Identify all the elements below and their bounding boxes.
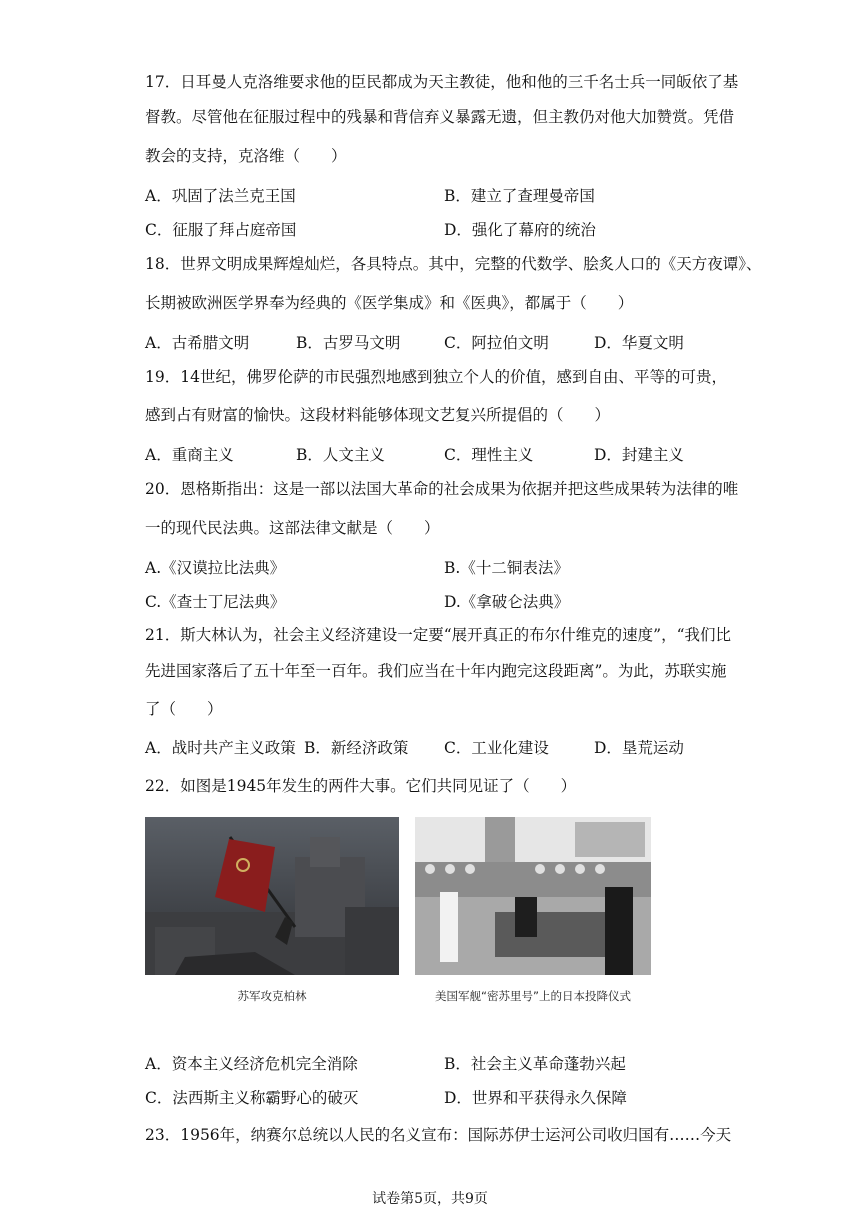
- q18-option-b: B．古罗马文明: [296, 334, 401, 352]
- q17-option-c: C．征服了拜占庭帝国: [145, 221, 297, 239]
- q22-option-b: B．社会主义革命蓬勃兴起: [444, 1055, 626, 1073]
- q17-option-a: A．巩固了法兰克王国: [145, 187, 296, 205]
- caption-surrender-ceremony: 美国军舰“密苏里号”上的日本投降仪式: [435, 989, 631, 1003]
- q19-option-d: D．封建主义: [594, 446, 684, 464]
- q22-option-c: C．法西斯主义称霸野心的破灭: [145, 1089, 359, 1107]
- q21-stem-line-1: 21．斯大林认为，社会主义经济建设一定要“展开真正的布尔什维克的速度”，“我们比: [145, 626, 731, 644]
- q20-stem-line-2: 一的现代民法典。这部法律文献是（ ）: [145, 519, 440, 537]
- q17-stem-line-2: 督教。尽管他在征服过程中的残暴和背信弃义暴露无遗，但主教仍对他大加赞赏。凭借: [145, 108, 735, 126]
- q22-option-d: D．世界和平获得永久保障: [444, 1089, 627, 1107]
- q19-option-c: C．理性主义: [444, 446, 534, 464]
- q17-stem-line-3: 教会的支持，克洛维（ ）: [145, 147, 347, 165]
- q18-stem-line-1: 18．世界文明成果辉煌灿烂，各具特点。其中，完整的代数学、脍炙人口的《天方夜谭》、: [145, 255, 762, 273]
- q20-option-b: B.《十二铜表法》: [444, 559, 569, 577]
- q21-option-d: D．垦荒运动: [594, 739, 684, 757]
- q23-stem-line-1: 23．1956年，纳赛尔总统以人民的名义宣布：国际苏伊士运河公司收归国有……今天: [145, 1126, 732, 1144]
- q20-option-a: A.《汉谟拉比法典》: [145, 559, 286, 577]
- q21-option-a: A．战时共产主义政策: [145, 739, 296, 757]
- q18-stem-line-2: 长期被欧洲医学界奉为经典的《医学集成》和《医典》，都属于（ ）: [145, 294, 634, 312]
- berlin-photo: [145, 817, 399, 975]
- q21-stem-line-2: 先进国家落后了五十年至一百年。我们应当在十年内跑完这段距离”。为此，苏联实施: [145, 662, 727, 680]
- q20-option-d: D.《拿破仑法典》: [444, 593, 570, 611]
- q22-option-a: A．资本主义经济危机完全消除: [145, 1055, 358, 1073]
- page-footer: 试卷第5页，共9页: [372, 1191, 488, 1207]
- q18-option-a: A．古希腊文明: [145, 334, 250, 352]
- q20-stem-line-1: 20．恩格斯指出：这是一部以法国大革命的社会成果为依据并把这些成果转为法律的唯: [145, 480, 739, 498]
- q19-stem-line-2: 感到占有财富的愉快。这段材料能够体现文艺复兴所提倡的（ ）: [145, 406, 611, 424]
- q21-option-b: B．新经济政策: [304, 739, 409, 757]
- q17-option-b: B．建立了查理曼帝国: [444, 187, 595, 205]
- q18-option-c: C．阿拉伯文明: [444, 334, 549, 352]
- q19-option-b: B．人文主义: [296, 446, 385, 464]
- caption-berlin: 苏军攻克柏林: [237, 989, 307, 1003]
- q21-stem-line-3: 了（ ）: [145, 700, 223, 718]
- q17-option-d: D．强化了幕府的统治: [444, 221, 596, 239]
- q21-option-c: C．工业化建设: [444, 739, 549, 757]
- surrender-ceremony-photo: [415, 817, 651, 975]
- q22-stem-line-1: 22．如图是1945年发生的两件大事。它们共同见证了（ ）: [145, 777, 577, 795]
- q18-option-d: D．华夏文明: [594, 334, 684, 352]
- q19-option-a: A．重商主义: [145, 446, 234, 464]
- q19-stem-line-1: 19．14世纪，佛罗伦萨的市民强烈地感到独立个人的价值，感到自由、平等的可贵，: [145, 368, 727, 386]
- q20-option-c: C.《查士丁尼法典》: [145, 593, 286, 611]
- q17-stem-line-1: 17．日耳曼人克洛维要求他的臣民都成为天主教徒，他和他的三千名士兵一同皈依了基: [145, 73, 739, 91]
